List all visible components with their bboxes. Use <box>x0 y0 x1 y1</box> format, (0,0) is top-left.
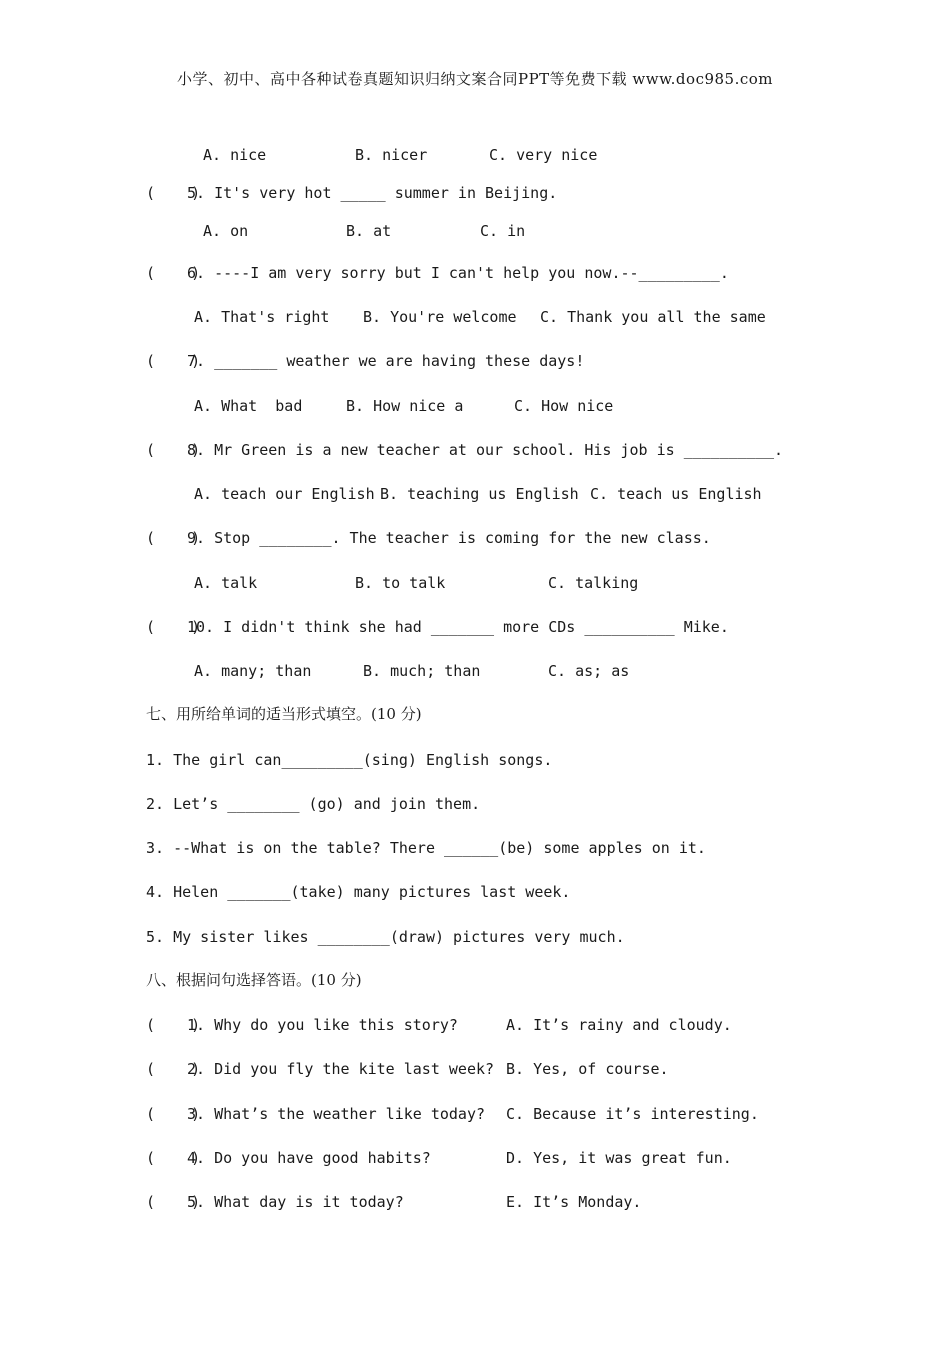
q6-stem: 6. ----I am very sorry but I can't help you now.--_________. <box>187 264 729 282</box>
part7-item-3: 3. --What is on the table? There ______(be) some apples on it. <box>146 839 706 857</box>
q9-option-c: C. talking <box>548 574 639 592</box>
q5-option-c: C. in <box>480 222 526 240</box>
part8-q3-answer-blank[interactable]: ( ) <box>146 1105 201 1123</box>
part7-item-4: 4. Helen _______(take) many pictures last week. <box>146 883 571 901</box>
q9-stem: 9. Stop ________. The teacher is coming for the new class. <box>187 529 711 547</box>
q7-option-a: A. What bad <box>194 397 303 415</box>
q7-answer-blank[interactable]: ( ) <box>146 352 201 370</box>
part8-q1-question: 1. Why do you like this story? <box>187 1016 458 1034</box>
q10-option-b: B. much; than <box>363 662 481 680</box>
part7-item-5: 5. My sister likes ________(draw) pictures very much. <box>146 928 625 946</box>
part8-q5-answer-blank[interactable]: ( ) <box>146 1193 201 1211</box>
part8-q4-question: 4. Do you have good habits? <box>187 1149 431 1167</box>
q7-option-c: C. How nice <box>514 397 614 415</box>
q6-answer-blank[interactable]: ( ) <box>146 264 201 282</box>
part8-q3-question: 3. What’s the weather like today? <box>187 1105 486 1123</box>
q4-option-a: A. nice <box>203 146 267 164</box>
q8-option-b: B. teaching us English <box>380 485 579 503</box>
part7-item-1: 1. The girl can_________(sing) English songs. <box>146 751 553 769</box>
page-header: 小学、初中、高中各种试卷真题知识归纳文案合同PPT等免费下载 www.doc985.com <box>176 70 774 88</box>
q10-option-c: C. as; as <box>548 662 630 680</box>
section-8-title: 八、根据问句选择答语。(10 分) <box>146 971 362 989</box>
part8-answer-d: D. Yes, it was great fun. <box>506 1149 732 1167</box>
part8-q1-answer-blank[interactable]: ( ) <box>146 1016 201 1034</box>
q5-option-a: A. on <box>203 222 249 240</box>
q4-option-c: C. very nice <box>489 146 598 164</box>
q10-option-a: A. many; than <box>194 662 312 680</box>
part8-q4-answer-blank[interactable]: ( ) <box>146 1149 201 1167</box>
part8-answer-c: C. Because it’s interesting. <box>506 1105 759 1123</box>
part8-answer-e: E. It’s Monday. <box>506 1193 642 1211</box>
q6-option-a: A. That's right <box>194 308 330 326</box>
q7-option-b: B. How nice a <box>346 397 464 415</box>
part8-q2-answer-blank[interactable]: ( ) <box>146 1060 201 1078</box>
q8-option-a: A. teach our English <box>194 485 375 503</box>
q4-option-b: B. nicer <box>355 146 428 164</box>
q10-answer-blank[interactable]: ( ) <box>146 618 201 636</box>
q7-stem: 7. _______ weather we are having these days! <box>187 352 585 370</box>
q10-stem: 10. I didn't think she had _______ more CDs __________ Mike. <box>187 618 729 636</box>
q8-answer-blank[interactable]: ( ) <box>146 441 201 459</box>
q9-answer-blank[interactable]: ( ) <box>146 529 201 547</box>
part8-q2-question: 2. Did you fly the kite last week? <box>187 1060 495 1078</box>
q5-stem: 5. It's very hot _____ summer in Beijing. <box>187 184 558 202</box>
q8-stem: 8. Mr Green is a new teacher at our school. His job is __________. <box>187 441 784 459</box>
q9-option-a: A. talk <box>194 574 258 592</box>
q6-option-b: B. You're welcome <box>363 308 517 326</box>
part8-answer-a: A. It’s rainy and cloudy. <box>506 1016 732 1034</box>
q9-option-b: B. to talk <box>355 574 446 592</box>
q8-option-c: C. teach us English <box>590 485 762 503</box>
q5-option-b: B. at <box>346 222 392 240</box>
q5-answer-blank[interactable]: ( ) <box>146 184 201 202</box>
q6-option-c: C. Thank you all the same <box>540 308 766 326</box>
part8-q5-question: 5. What day is it today? <box>187 1193 404 1211</box>
section-7-title: 七、用所给单词的适当形式填空。(10 分) <box>146 705 422 723</box>
part7-item-2: 2. Let’s ________ (go) and join them. <box>146 795 481 813</box>
part8-answer-b: B. Yes, of course. <box>506 1060 669 1078</box>
